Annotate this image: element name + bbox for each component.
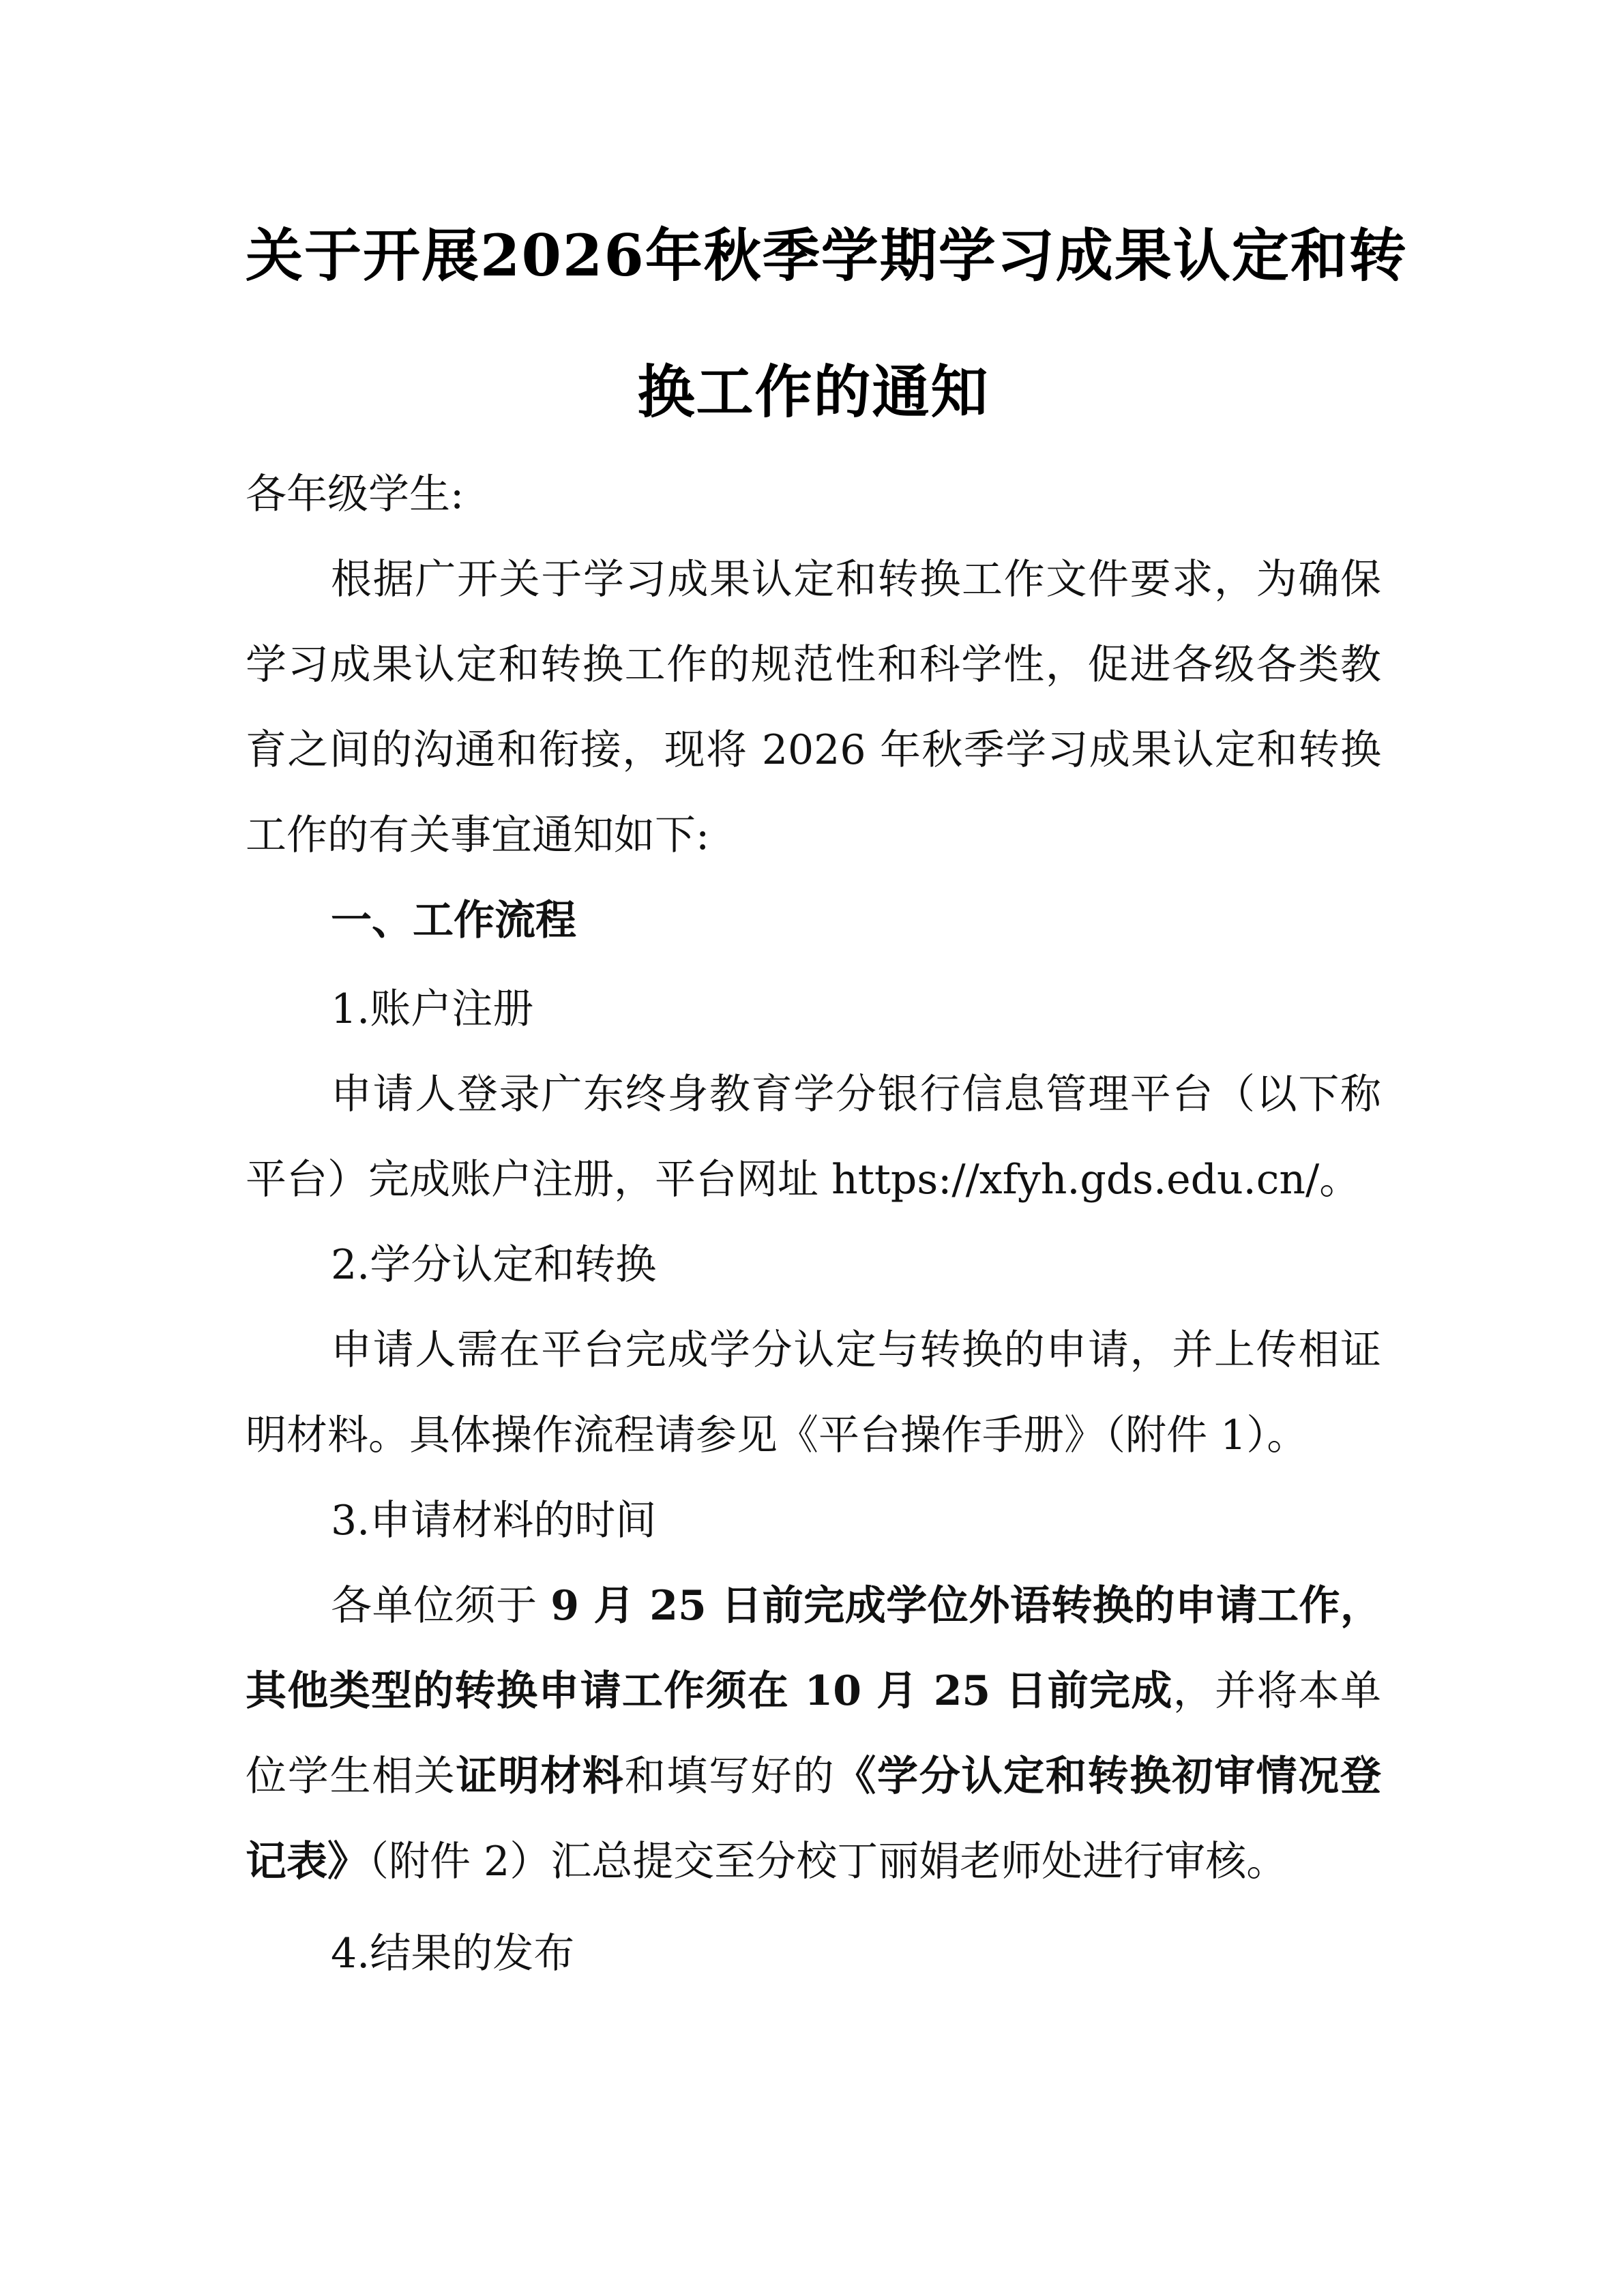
item-3-line-4 xyxy=(246,1834,1287,1889)
item-1-line-2: 平台）完成账户注册，平台网址 https://xfyh.gds.edu.cn/。 xyxy=(246,1156,1361,1204)
item-3-line-3-emphasis-b: 《学分认定和转换初审情况登 xyxy=(835,1753,1382,1800)
intro-line-1: 根据广开关于学习成果认定和转换工作文件要求，为确保 xyxy=(331,556,1381,603)
intro-line-2: 学习成果认定和转换工作的规范性和科学性，促进各级各类教 xyxy=(246,641,1381,689)
item-3-line-1-emphasis: 9 月 25 日前完成学位外语转换的申请工作， xyxy=(550,1582,1381,1630)
item-2-line-2: 明材料。具体操作流程请参见《平台操作手册》（附件 1）。 xyxy=(246,1412,1308,1459)
item-3-line-3-text-a: 位学生相关 xyxy=(246,1753,456,1800)
item-1-line-1: 申请人登录广东终身教育学分银行信息管理平台（以下称 xyxy=(331,1071,1381,1118)
item-3-line-1 xyxy=(331,1579,1381,1633)
item-3-line-2-text: ，并将本单 xyxy=(1172,1667,1382,1715)
intro-line-3: 育之间的沟通和衔接，现将 2026 年秋季学习成果认定和转换 xyxy=(246,726,1381,774)
item-3-line-3-emphasis-a: 证明材料 xyxy=(456,1753,625,1800)
item-2-line-1: 申请人需在平台完成学分认定与转换的申请，并上传相证 xyxy=(331,1326,1381,1374)
item-2-heading: 2.学分认定和转换 xyxy=(331,1241,657,1289)
item-3-line-2 xyxy=(246,1664,1381,1718)
item-4-heading: 4.结果的发布 xyxy=(331,1930,575,1978)
item-1-heading: 1.账户注册 xyxy=(331,985,534,1033)
item-3-line-2-emphasis: 其他类型的转换申请工作须在 10 月 25 日前完成 xyxy=(246,1667,1173,1715)
item-3-line-4-emphasis: 记表》 xyxy=(246,1838,368,1885)
item-3-line-4-text: （附件 2）汇总提交至分校丁丽娟老师处进行审核。 xyxy=(368,1838,1288,1885)
section-1-heading: 一、工作流程 xyxy=(331,897,576,944)
item-3-line-3-text-b: 和填写好的 xyxy=(624,1753,836,1800)
item-3-line-1-text: 各单位须于 xyxy=(331,1582,537,1630)
document-title-line-1: 关于开展2026年秋季学期学习成果认定和转 xyxy=(246,222,1408,289)
intro-line-4: 工作的有关事宜通知如下: xyxy=(246,811,710,859)
salutation: 各年级学生: xyxy=(246,471,464,518)
item-3-heading: 3.申请材料的时间 xyxy=(331,1497,657,1545)
item-3-line-3 xyxy=(246,1749,1381,1804)
document-title-line-2: 换工作的通知 xyxy=(637,358,990,426)
